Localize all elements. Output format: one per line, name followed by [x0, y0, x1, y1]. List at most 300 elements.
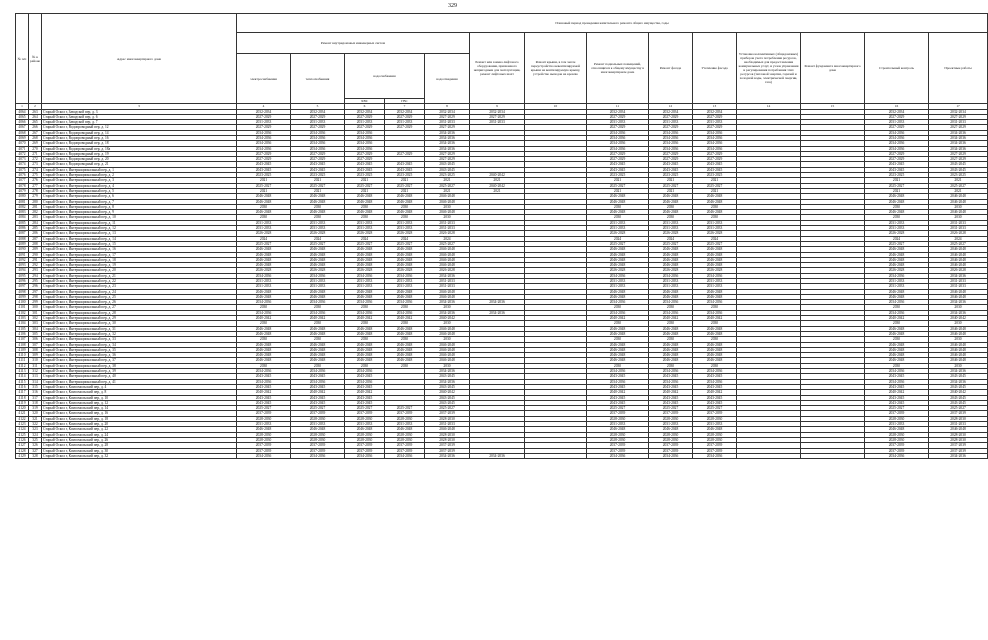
- table-cell: 4067: [16, 125, 29, 130]
- table-cell: 2034-2036: [649, 300, 693, 305]
- table-cell: 2046-2048: [291, 427, 345, 432]
- table-cell: 2034-2036: [425, 453, 470, 458]
- table-cell: 296: [29, 284, 42, 289]
- table-cell: 316: [29, 390, 42, 395]
- table-cell: 2034-2036: [693, 141, 737, 146]
- table-cell: 4128: [16, 448, 29, 453]
- table-cell: 2034-2036: [587, 369, 649, 374]
- table-cell: 2046-2048: [693, 358, 737, 363]
- table-cell: 4076: [16, 173, 29, 178]
- table-cell: 2037-2039: [865, 448, 929, 453]
- table-cell: 2043-2045: [237, 167, 291, 172]
- table-cell: 2046-2048: [929, 358, 988, 363]
- address-cell: Старый Оскол г, Интернациональный пер, д. 41: [42, 379, 237, 384]
- table-cell: 4065: [16, 114, 29, 119]
- table-cell: 2031-2033: [865, 279, 929, 284]
- table-cell: 2034-2036: [865, 300, 929, 305]
- table-cell: 2032-2034: [291, 109, 345, 114]
- table-cell: 2021: [385, 178, 425, 183]
- table-cell: 2026-2028: [865, 268, 929, 273]
- table-cell: 271: [29, 151, 42, 156]
- table-cell: 2043-2045: [865, 162, 929, 167]
- table-cell: 2028-2030: [345, 437, 385, 442]
- table-cell: 2034-2036: [587, 146, 649, 151]
- table-cell: 2034-2036: [929, 453, 988, 458]
- table-cell: 2046-2048: [345, 263, 385, 268]
- table-cell: 2040-2042: [470, 173, 525, 178]
- address-cell: Старый Оскол г, Водопроводный пер, д. 18а: [42, 146, 237, 151]
- table-cell: 2026-2028: [649, 268, 693, 273]
- table-cell: 2046-2048: [291, 358, 345, 363]
- table-cell: 279: [29, 194, 42, 199]
- table-cell: 2031-2033: [929, 220, 988, 225]
- table-cell: 300: [29, 305, 42, 310]
- table-cell: 2046-2048: [865, 358, 929, 363]
- table-cell: 2032-2034: [470, 109, 525, 114]
- table-cell: 2046-2048: [237, 427, 291, 432]
- table-cell: 2034-2036: [470, 453, 525, 458]
- table-cell: 2021: [865, 188, 929, 193]
- table-cell: [801, 453, 865, 458]
- table-cell: 2043-2045: [587, 395, 649, 400]
- table-cell: 2046-2048: [929, 257, 988, 262]
- table-cell: 2027-2029: [345, 114, 385, 119]
- table-cell: 4107: [16, 337, 29, 342]
- table-cell: 2034-2036: [425, 141, 470, 146]
- table-cell: 2031-2033: [425, 284, 470, 289]
- table-cell: 2046-2048: [587, 263, 649, 268]
- table-cell: 2046-2048: [291, 347, 345, 352]
- table-cell: 4103: [16, 316, 29, 321]
- table-cell: 2024: [345, 236, 385, 241]
- table-cell: 2024: [237, 236, 291, 241]
- table-cell: 292: [29, 263, 42, 268]
- table-cell: 2028-2030: [345, 416, 385, 421]
- table-cell: 2046-2048: [649, 210, 693, 215]
- table-cell: 4126: [16, 437, 29, 442]
- table-cell: 2034-2036: [345, 141, 385, 146]
- table-cell: 2046-2048: [385, 294, 425, 299]
- table-cell: 2043-2045: [929, 384, 988, 389]
- table-cell: 2031-2033: [345, 422, 385, 427]
- col-no: № п/п: [16, 14, 29, 104]
- table-cell: 2040-2042: [865, 316, 929, 321]
- table-cell: 2031-2033: [425, 279, 470, 284]
- table-cell: 2030: [587, 321, 649, 326]
- table-cell: 282: [29, 210, 42, 215]
- table-cell: 2031-2033: [425, 220, 470, 225]
- table-cell: 2046-2048: [693, 326, 737, 331]
- table-cell: 4119: [16, 400, 29, 405]
- table-cell: 2030: [649, 215, 693, 220]
- table-cell: 2040-2042: [587, 390, 649, 395]
- table-cell: 2021: [587, 188, 649, 193]
- table-cell: 2031-2033: [291, 422, 345, 427]
- table-cell: 2046-2048: [693, 247, 737, 252]
- table-cell: 2025-2027: [291, 406, 345, 411]
- table-cell: 2023-2025: [291, 173, 345, 178]
- table-cell: 2028-2030: [865, 437, 929, 442]
- table-cell: 2037-2039: [345, 448, 385, 453]
- address-cell: Старый Оскол г, Водопроводный пер, д. 19: [42, 151, 237, 156]
- table-cell: 2034-2036: [693, 453, 737, 458]
- table-cell: 2034-2036: [291, 135, 345, 140]
- col-heating: теплоснабжения: [291, 54, 345, 104]
- table-cell: 2025-2027: [425, 183, 470, 188]
- table-cell: 2046-2048: [385, 347, 425, 352]
- address-cell: Старый Оскол г, Интернациональный пер, д. 39: [42, 369, 237, 374]
- table-cell: 2046-2048: [345, 342, 385, 347]
- table-cell: 2034-2036: [237, 379, 291, 384]
- table-cell: 2046-2048: [649, 427, 693, 432]
- table-cell: 2030: [865, 215, 929, 220]
- table-cell: 2046-2048: [693, 252, 737, 257]
- table-cell: 2031-2033: [237, 422, 291, 427]
- table-cell: 2037-2039: [865, 411, 929, 416]
- table-cell: 2034-2036: [291, 146, 345, 151]
- table-cell: 4125: [16, 432, 29, 437]
- table-cell: 4098: [16, 289, 29, 294]
- table-cell: 313: [29, 374, 42, 379]
- table-cell: 2037-2039: [587, 448, 649, 453]
- table-cell: 2037-2039: [291, 411, 345, 416]
- table-cell: 2046-2048: [385, 257, 425, 262]
- table-cell: 2046-2048: [649, 263, 693, 268]
- table-cell: 2046-2048: [425, 289, 470, 294]
- table-cell: 2046-2048: [929, 331, 988, 336]
- table-cell: 2046-2048: [345, 347, 385, 352]
- table-cell: 303: [29, 321, 42, 326]
- address-cell: Старый Оскол г, Интернациональный пер, д. 25: [42, 294, 237, 299]
- table-cell: 2034-2036: [865, 146, 929, 151]
- table-cell: 2040-2042: [385, 316, 425, 321]
- table-cell: 4101: [16, 305, 29, 310]
- table-cell: 2028-2030: [865, 416, 929, 421]
- table-cell: 2034-2036: [385, 310, 425, 315]
- table-cell: 2046-2048: [693, 294, 737, 299]
- table-cell: 2031-2033: [345, 279, 385, 284]
- table-cell: 2027-2029: [237, 151, 291, 156]
- table-cell: 2043-2045: [865, 395, 929, 400]
- table-cell: 320: [29, 411, 42, 416]
- table-cell: 2031-2033: [385, 279, 425, 284]
- column-number: 17: [929, 104, 988, 110]
- table-cell: 2034-2036: [865, 369, 929, 374]
- table-cell: 2034-2036: [649, 273, 693, 278]
- table-cell: 4094: [16, 268, 29, 273]
- col-design-works: Проектные работы: [929, 33, 988, 104]
- table-cell: 2025-2027: [345, 183, 385, 188]
- table-cell: 2034-2036: [291, 273, 345, 278]
- table-cell: 2027-2029: [929, 114, 988, 119]
- table-cell: 2030: [929, 204, 988, 209]
- table-cell: 2030: [385, 215, 425, 220]
- address-cell: Старый Оскол г, Комсомольский пер, д. 10: [42, 395, 237, 400]
- table-cell: 4095: [16, 273, 29, 278]
- table-cell: 2021: [470, 188, 525, 193]
- column-number: 12: [649, 104, 693, 110]
- table-cell: 4081: [16, 199, 29, 204]
- table-cell: 2025-2027: [291, 241, 345, 246]
- table-cell: 2034-2036: [587, 300, 649, 305]
- table-cell: 2027-2029: [587, 157, 649, 162]
- table-cell: 2027-2029: [345, 151, 385, 156]
- table-cell: 2034-2036: [865, 135, 929, 140]
- table-cell: 2030: [693, 215, 737, 220]
- table-cell: 2023-2025: [693, 173, 737, 178]
- table-cell: 2046-2048: [929, 326, 988, 331]
- table-cell: 2025-2027: [237, 241, 291, 246]
- table-cell: 2046-2048: [587, 342, 649, 347]
- table-cell: 2030: [587, 305, 649, 310]
- address-cell: Старый Оскол г, Интернациональный пер, д. 22: [42, 279, 237, 284]
- table-cell: 2046-2048: [649, 194, 693, 199]
- column-number: 15: [801, 104, 865, 110]
- table-cell: 309: [29, 353, 42, 358]
- table-cell: 4100: [16, 300, 29, 305]
- address-cell: Старый Оскол г, Интернациональный пер, д. 37: [42, 358, 237, 363]
- table-cell: 2046-2048: [929, 342, 988, 347]
- table-cell: 4123: [16, 422, 29, 427]
- table-cell: 2031-2033: [865, 422, 929, 427]
- address-cell: Старый Оскол г, Комсомольский пер, д. 12: [42, 400, 237, 405]
- table-cell: 2043-2045: [291, 167, 345, 172]
- table-cell: 2026-2028: [345, 231, 385, 236]
- address-cell: Старый Оскол г, Заводской пер, д. 3: [42, 109, 237, 114]
- table-cell: 2030: [291, 204, 345, 209]
- table-cell: 2046-2048: [345, 358, 385, 363]
- table-cell: 2031-2033: [345, 226, 385, 231]
- table-cell: 2032-2034: [237, 109, 291, 114]
- table-cell: 2046-2048: [385, 252, 425, 257]
- table-cell: 2046-2048: [425, 331, 470, 336]
- table-cell: 2025-2027: [929, 241, 988, 246]
- table-cell: 2027-2029: [649, 125, 693, 130]
- table-cell: 285: [29, 226, 42, 231]
- table-cell: 269: [29, 141, 42, 146]
- table-cell: 2027-2029: [291, 125, 345, 130]
- table-cell: 2034-2036: [649, 141, 693, 146]
- table-cell: 2021: [470, 178, 525, 183]
- table-cell: 307: [29, 342, 42, 347]
- table-cell: 2027-2029: [291, 114, 345, 119]
- table-cell: 319: [29, 406, 42, 411]
- table-cell: 2046-2048: [385, 326, 425, 331]
- table-cell: 2034-2036: [237, 369, 291, 374]
- table-cell: 2046-2048: [425, 257, 470, 262]
- table-cell: 2037-2039: [385, 411, 425, 416]
- table-cell: 2046-2048: [865, 347, 929, 352]
- table-cell: 2021: [587, 178, 649, 183]
- table-cell: 2046-2048: [693, 199, 737, 204]
- table-cell: 2030: [587, 204, 649, 209]
- table-cell: 312: [29, 369, 42, 374]
- col-drainage: водоотведения: [425, 54, 470, 104]
- table-cell: 2046-2048: [587, 331, 649, 336]
- table-cell: 2046-2048: [425, 252, 470, 257]
- table-cell: 2037-2039: [385, 448, 425, 453]
- table-cell: 4091: [16, 252, 29, 257]
- table-cell: 4070: [16, 141, 29, 146]
- column-number: 9: [470, 104, 525, 110]
- column-number: 5: [291, 104, 345, 110]
- table-cell: 298: [29, 294, 42, 299]
- table-cell: 2046-2048: [587, 252, 649, 257]
- address-cell: Старый Оскол г, Интернациональный пер, д. 11: [42, 220, 237, 225]
- table-cell: 4110: [16, 353, 29, 358]
- table-cell: 4093: [16, 263, 29, 268]
- address-cell: Старый Оскол г, Интернациональный пер, д. 9: [42, 210, 237, 215]
- table-cell: 2040-2042: [649, 316, 693, 321]
- table-cell: 2030: [693, 337, 737, 342]
- table-cell: 2037-2039: [693, 443, 737, 448]
- table-cell: 2046-2048: [291, 289, 345, 294]
- table-cell: 2025-2027: [865, 183, 929, 188]
- table-cell: 2026-2028: [345, 268, 385, 273]
- table-cell: 4075: [16, 167, 29, 172]
- table-cell: 2043-2045: [649, 384, 693, 389]
- repair-schedule-table: [15, 13, 988, 459]
- table-cell: 4084: [16, 215, 29, 220]
- table-cell: 2046-2048: [237, 263, 291, 268]
- table-cell: 2046-2048: [291, 257, 345, 262]
- table-cell: 2037-2039: [385, 443, 425, 448]
- table-cell: 2026-2028: [425, 231, 470, 236]
- table-cell: 2027-2029: [865, 114, 929, 119]
- table-cell: 4064: [16, 109, 29, 114]
- table-cell: 2032-2034: [345, 109, 385, 114]
- table-cell: 2046-2048: [865, 252, 929, 257]
- table-cell: 267: [29, 130, 42, 135]
- table-cell: 2026-2028: [649, 231, 693, 236]
- address-cell: Старый Оскол г, Интернациональный пер, д. 30: [42, 321, 237, 326]
- table-cell: 2040-2042: [587, 316, 649, 321]
- table-cell: 2031-2033: [385, 220, 425, 225]
- table-cell: 2030: [693, 321, 737, 326]
- table-cell: 4117: [16, 390, 29, 395]
- table-cell: 2034-2036: [291, 310, 345, 315]
- table-cell: 2046-2048: [649, 342, 693, 347]
- table-cell: 2024: [587, 236, 649, 241]
- table-cell: 2046-2048: [237, 331, 291, 336]
- table-cell: 2043-2045: [345, 400, 385, 405]
- table-cell: 2043-2045: [693, 400, 737, 405]
- table-cell: 2025-2027: [929, 406, 988, 411]
- table-cell: 2030: [425, 321, 470, 326]
- table-cell: 2046-2048: [649, 326, 693, 331]
- table-cell: 2032-2034: [587, 109, 649, 114]
- table-cell: 2034-2036: [345, 130, 385, 135]
- table-cell: 2040-2042: [693, 316, 737, 321]
- table-cell: 2034-2036: [865, 310, 929, 315]
- table-cell: 4087: [16, 231, 29, 236]
- table-cell: 2031-2033: [345, 220, 385, 225]
- table-cell: 2040-2042: [425, 316, 470, 321]
- table-cell: 2028-2030: [385, 416, 425, 421]
- table-cell: 2031-2033: [929, 279, 988, 284]
- table-cell: 2037-2039: [291, 443, 345, 448]
- table-cell: 2026-2028: [693, 268, 737, 273]
- table-cell: 2024: [425, 236, 470, 241]
- table-cell: 2028-2030: [425, 432, 470, 437]
- address-cell: Старый Оскол г, Интернациональный пер, д. 14: [42, 236, 237, 241]
- table-cell: 2046-2048: [385, 289, 425, 294]
- table-cell: 2046-2048: [865, 199, 929, 204]
- table-cell: 2040-2042: [345, 390, 385, 395]
- table-cell: 2031-2033: [865, 284, 929, 289]
- address-cell: Старый Оскол г, Интернациональный пер, д. 3: [42, 178, 237, 183]
- table-cell: 2034-2036: [237, 141, 291, 146]
- table-cell: 2046-2048: [929, 294, 988, 299]
- col-facade: Ремонт фасада: [649, 33, 693, 104]
- table-cell: 2034-2036: [345, 273, 385, 278]
- table-cell: 2043-2045: [865, 400, 929, 405]
- table-cell: 2034-2036: [693, 130, 737, 135]
- table-cell: 308: [29, 347, 42, 352]
- table-cell: 2021: [649, 188, 693, 193]
- table-cell: 2031-2033: [587, 220, 649, 225]
- table-cell: 2046-2048: [385, 199, 425, 204]
- table-cell: 2031-2033: [385, 120, 425, 125]
- table-cell: 2043-2045: [693, 167, 737, 172]
- address-cell: Старый Оскол г, Интернациональный пер, д. 19: [42, 263, 237, 268]
- table-cell: 2046-2048: [865, 289, 929, 294]
- table-cell: 2037-2039: [237, 443, 291, 448]
- table-cell: 318: [29, 400, 42, 405]
- table-cell: 263: [29, 109, 42, 114]
- table-cell: 2046-2048: [587, 289, 649, 294]
- table-cell: 2046-2048: [865, 326, 929, 331]
- table-cell: 2030: [587, 215, 649, 220]
- table-cell: 2027-2029: [693, 151, 737, 156]
- table-cell: 2046-2048: [237, 210, 291, 215]
- table-cell: 4116: [16, 384, 29, 389]
- address-cell: Старый Оскол г, Комсомольский пер, д. 20: [42, 422, 237, 427]
- table-cell: 2046-2048: [693, 331, 737, 336]
- table-cell: 2028-2030: [385, 437, 425, 442]
- table-cell: 4069: [16, 135, 29, 140]
- table-cell: 2030: [649, 204, 693, 209]
- table-cell: 2025-2027: [237, 406, 291, 411]
- address-cell: Старый Оскол г, Интернациональный пер, д. 32: [42, 331, 237, 336]
- table-cell: 2034-2036: [929, 379, 988, 384]
- table-cell: 2028-2030: [291, 416, 345, 421]
- table-cell: 2034-2036: [865, 379, 929, 384]
- table-cell: 2025-2027: [425, 406, 470, 411]
- col-electricity: электроснабжения: [237, 54, 291, 104]
- table-cell: 4090: [16, 247, 29, 252]
- table-cell: 2028-2030: [425, 437, 470, 442]
- table-cell: 2034-2036: [587, 141, 649, 146]
- column-number: 1: [16, 104, 29, 110]
- table-cell: 2032-2034: [929, 109, 988, 114]
- table-cell: 2037-2039: [587, 443, 649, 448]
- table-cell: 2025-2027: [693, 183, 737, 188]
- table-cell: 2046-2048: [425, 263, 470, 268]
- table-cell: 2046-2048: [929, 427, 988, 432]
- table-cell: 2034-2036: [929, 300, 988, 305]
- address-cell: Старый Оскол г, Комсомольский пер, д. 24: [42, 432, 237, 437]
- table-cell: 2028-2030: [385, 432, 425, 437]
- table-cell: 4080: [16, 194, 29, 199]
- col-meters: Установка коллективных (общедомовых) приборов учета потребления ресурсов, необходимых для предоставления коммунальных услуг, и узлов управления и регулирования потребления этих ресурсов (тепловой энергии, горячей и холодной воды, электрической энергии, газа): [737, 33, 801, 104]
- engineering-systems-header: Ремонт внутридомовых инженерных систем: [237, 33, 470, 54]
- table-cell: 2046-2048: [237, 247, 291, 252]
- table-cell: 4068: [16, 130, 29, 135]
- table-cell: 2046-2048: [237, 294, 291, 299]
- address-cell: Старый Оскол г, Интернациональный пер, д. 35: [42, 347, 237, 352]
- table-cell: 4078: [16, 183, 29, 188]
